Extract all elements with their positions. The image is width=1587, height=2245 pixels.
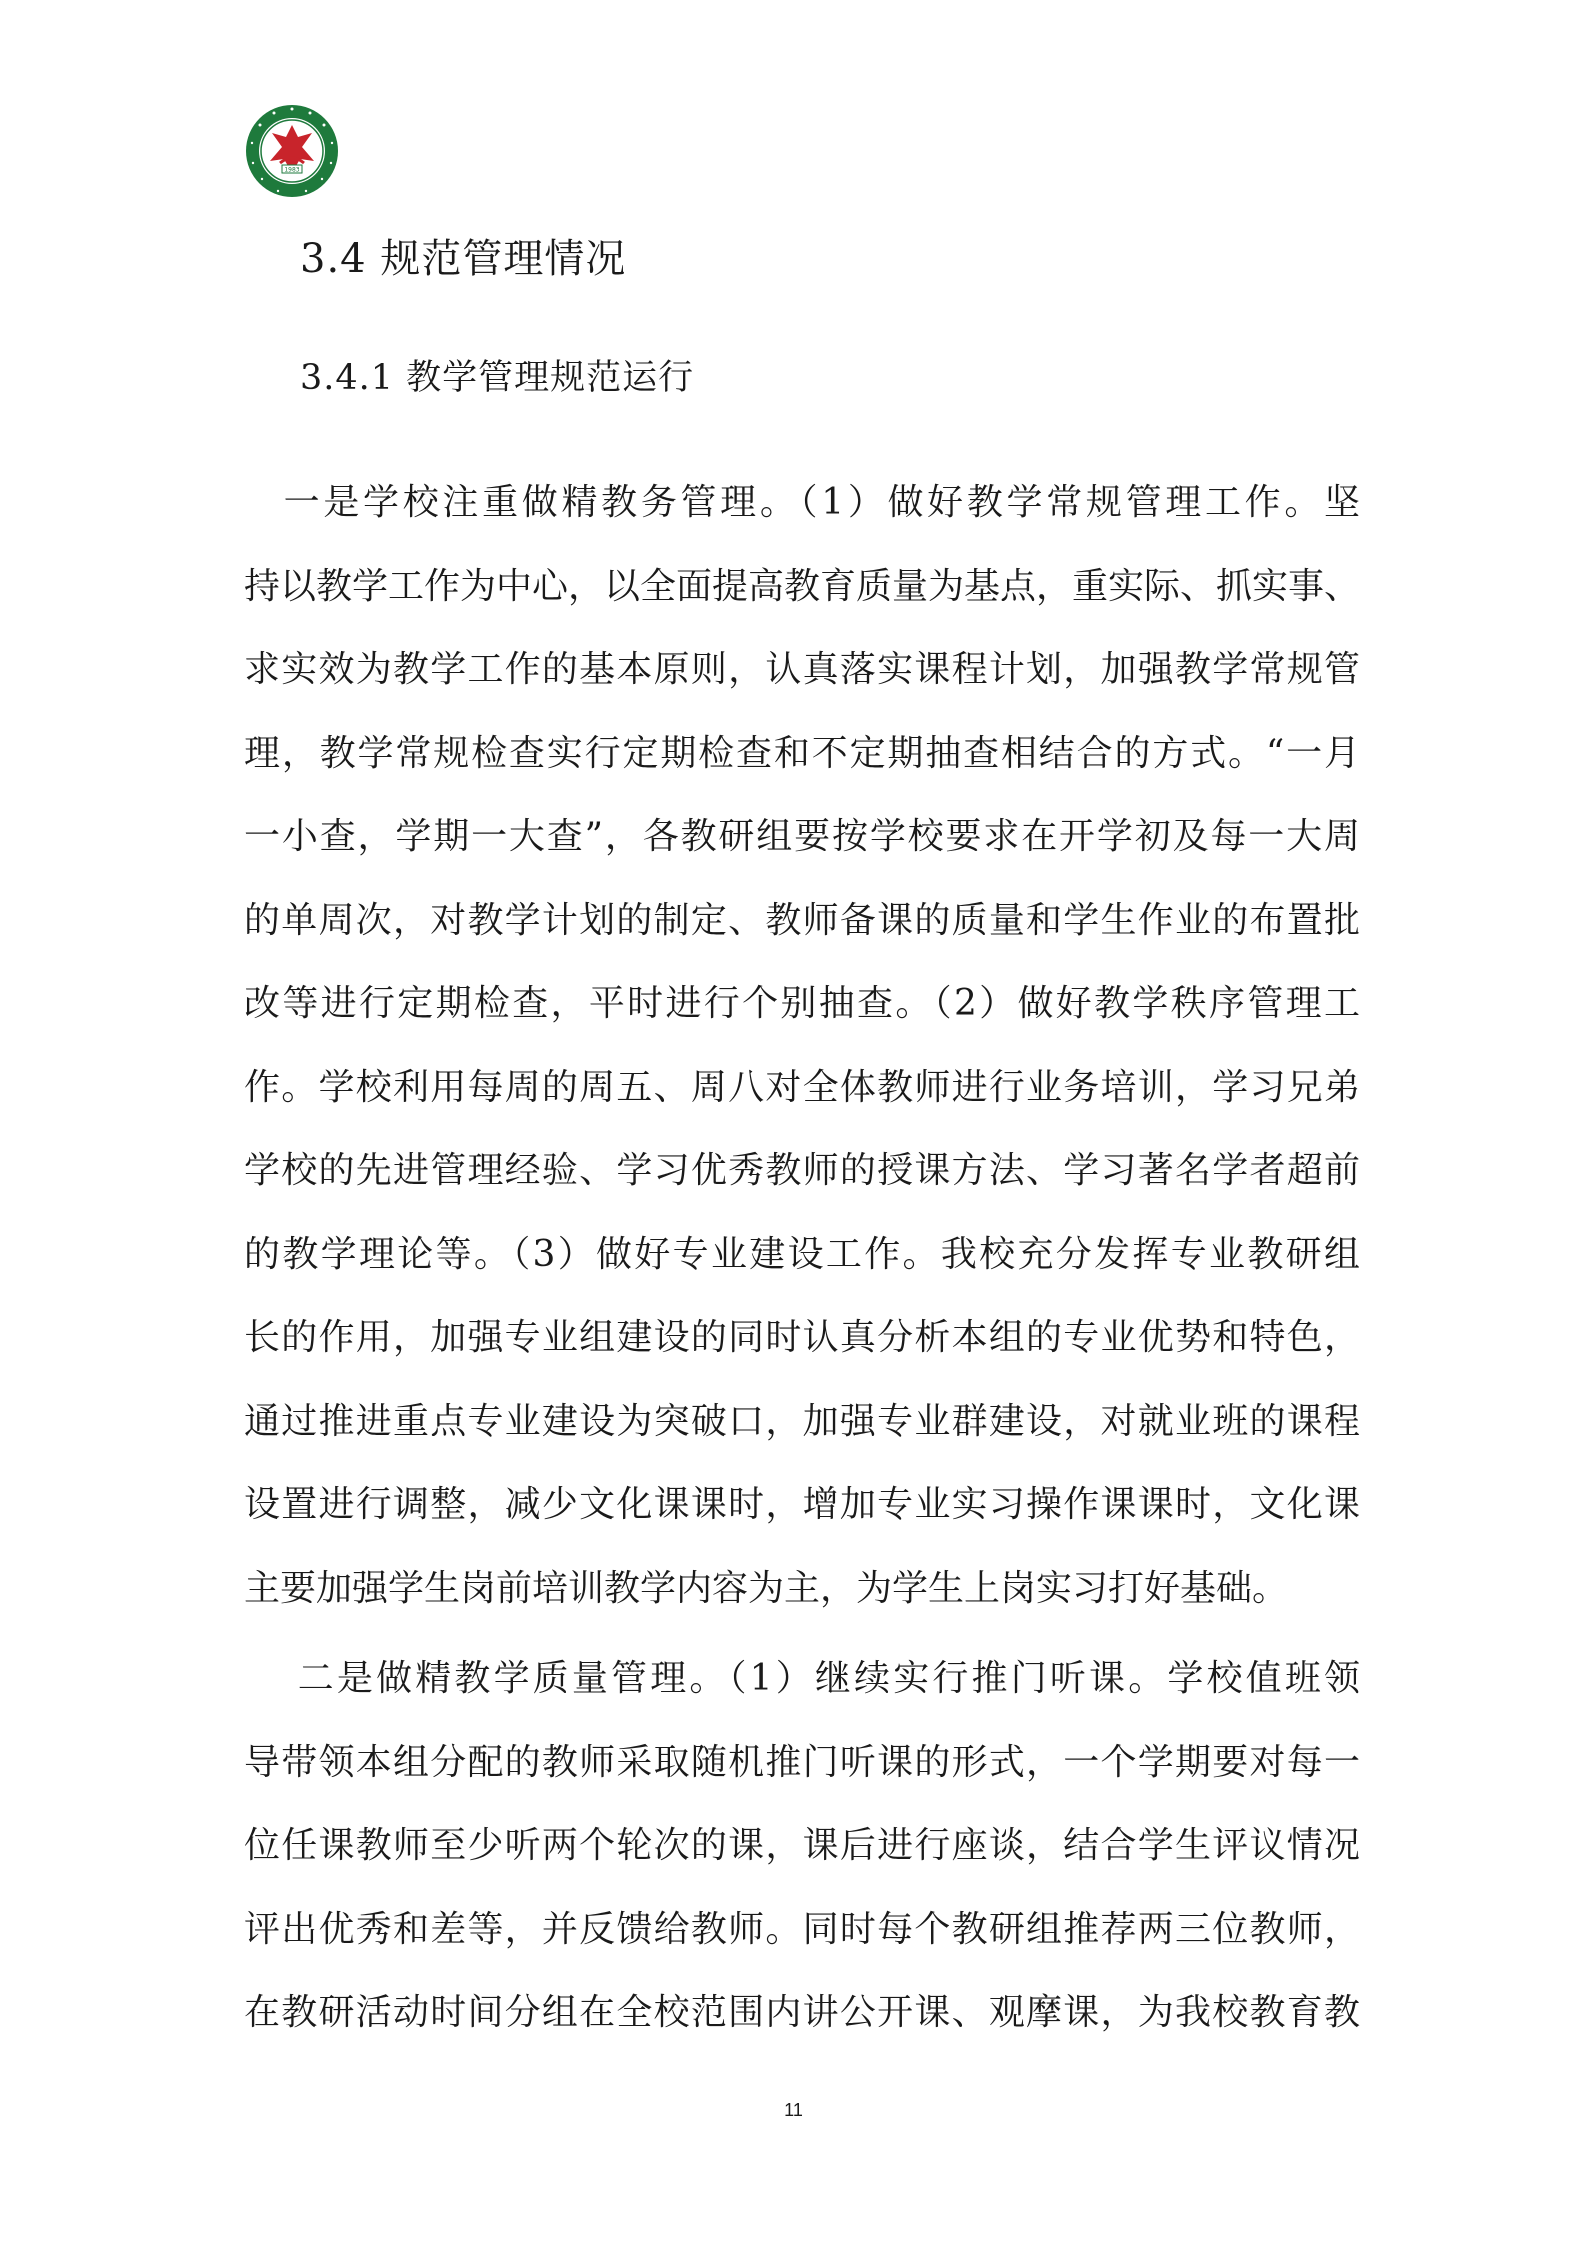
paragraph-line: 学校的先进管理经验、学习优秀教师的授课方法、学习著名学者超前 xyxy=(244,1150,1360,1191)
paragraph-line: 二是做精教学质量管理。（1）继续实行推门听课。学校值班领 xyxy=(244,1658,1360,1699)
section-title: 3.4 规范管理情况 xyxy=(300,236,627,282)
paragraph-line: 长的作用，加强专业组建设的同时认真分析本组的专业优势和特色， xyxy=(244,1317,1360,1358)
paragraph-line: 的单周次，对教学计划的制定、教师备课的质量和学生作业的布置批 xyxy=(244,899,1360,941)
paragraph-line: 理，教学常规检查实行定期检查和不定期抽查相结合的方式。“一月 xyxy=(244,732,1360,774)
school-emblem-icon xyxy=(244,103,340,199)
paragraph-line: 的教学理论等。（3）做好专业建设工作。我校充分发挥专业教研组 xyxy=(244,1233,1360,1275)
paragraph-line: 在教研活动时间分组在全校范围内讲公开课、观摩课，为我校教育教 xyxy=(244,1992,1360,2033)
paragraph-line: 求实效为教学工作的基本原则，认真落实课程计划，加强教学常规管 xyxy=(244,649,1360,690)
paragraph-line: 位任课教师至少听两个轮次的课，课后进行座谈，结合学生评议情况 xyxy=(244,1825,1360,1866)
logo-year: 1983 xyxy=(284,166,300,174)
paragraph-line: 一小查，学期一大查”，各教研组要按学校要求在开学初及每一大周 xyxy=(244,816,1360,857)
paragraph-2 xyxy=(244,1637,1360,2055)
paragraph-line: 持以教学工作为中心，以全面提高教育质量为基点，重实际、抓实事、 xyxy=(244,565,1361,607)
page-number: 11 xyxy=(784,2100,803,2120)
paragraph-line: 设置进行调整，减少文化课课时，增加专业实习操作课课时，文化课 xyxy=(244,1484,1360,1525)
paragraph-line: 改等进行定期检查，平时进行个别抽查。（2）做好教学秩序管理工 xyxy=(244,983,1360,1024)
paragraph-line: 评出优秀和差等，并反馈给教师。同时每个教研组推荐两三位教师， xyxy=(244,1908,1360,1950)
paragraph-1 xyxy=(244,461,1360,1630)
subsection-title: 3.4.1 教学管理规范运行 xyxy=(300,358,695,398)
paragraph-line: 导带领本组分配的教师采取随机推门听课的形式，一个学期要对每一 xyxy=(244,1741,1360,1783)
paragraph-line: 主要加强学生岗前培训教学内容为主，为学生上岗实习打好基础。 xyxy=(244,1567,1289,1609)
paragraph-line: 通过推进重点专业建设为突破口，加强专业群建设，对就业班的课程 xyxy=(244,1400,1360,1442)
paragraph-line: 作。学校利用每周的周五、周八对全体教师进行业务培训，学习兄弟 xyxy=(244,1066,1360,1108)
paragraph-line: 一是学校注重做精教务管理。（1）做好教学常规管理工作。坚 xyxy=(244,482,1360,523)
